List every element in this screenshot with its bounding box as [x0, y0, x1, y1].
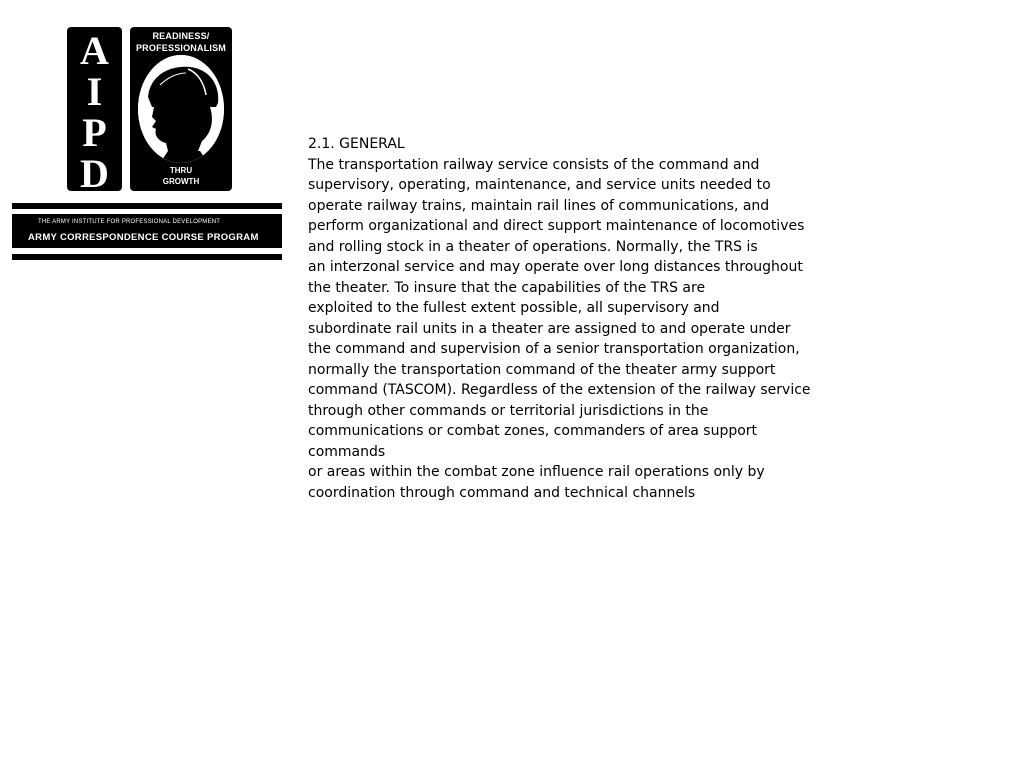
motto-readiness: READINESS/: [152, 31, 210, 41]
paragraph-line: subordinate rail units in a theater are assigned to and operate under: [308, 320, 791, 337]
document-body: [308, 134, 818, 503]
motto-professionalism: PROFESSIONALISM: [135, 43, 226, 53]
paragraph-line: and rolling stock in a theater of operations. Normally, the TRS is: [308, 238, 758, 255]
logo-letter-d: D: [80, 151, 109, 196]
paragraph-line: the command and supervision of a senior transportation organization,: [308, 341, 800, 357]
paragraph-line: an interzonal service and may operate over long distances throughout: [308, 259, 803, 275]
soldier-silhouette-graphic: [138, 55, 224, 163]
logo-letter-p: P: [82, 110, 107, 155]
paragraph-line: commands: [308, 443, 386, 460]
paragraph-line: exploited to the fullest extent possible, all supervisory and: [308, 300, 720, 316]
paragraph-line: normally the transportation command of the theater army support: [308, 361, 776, 378]
paragraph-line: or areas within the combat zone influence rail operations only by: [308, 464, 765, 480]
logo-divider-bottom: [12, 254, 282, 260]
soldier-silhouette-icon: [138, 55, 224, 163]
paragraph-line: coordination through command and technical channels: [308, 484, 696, 501]
motto-bottom-text: [130, 165, 232, 187]
logo-letter-a: A: [80, 28, 109, 73]
paragraph-line: the theater. To insure that the capabilities of the TRS are: [308, 279, 706, 296]
paragraph-line: The transportation railway service consists of the command and: [308, 156, 760, 173]
paragraph-line: operate railway trains, maintain rail lines of communications, and: [308, 197, 770, 214]
logo-motto-panel: [130, 27, 232, 191]
aipd-logo: [12, 27, 282, 261]
section-heading: 2.1. GENERAL: [308, 136, 405, 152]
paragraph-line: supervisory, operating, maintenance, and service units needed to: [308, 177, 771, 193]
paragraph-line: command (TASCOM). Regardless of the extension of the railway service: [308, 382, 811, 398]
logo-divider-top: [12, 203, 282, 209]
paragraph-line: perform organizational and direct support maintenance of locomotives: [308, 218, 805, 234]
logo-letters-panel: [67, 27, 122, 196]
banner-program-name: ARMY CORRESPONDENCE COURSE PROGRAM: [28, 232, 259, 243]
paragraph-line: through other commands or territorial jurisdictions in the: [308, 402, 709, 419]
motto-top-text: [130, 30, 232, 54]
paragraph-line: communications or combat zones, commanders of area support: [308, 423, 758, 439]
banner-institute-name: THE ARMY INSTITUTE FOR PROFESSIONAL DEVELOPMENT: [38, 219, 221, 225]
logo-banner: [12, 214, 282, 248]
motto-growth: GROWTH: [162, 177, 200, 186]
logo-letter-i: I: [86, 69, 103, 114]
motto-thru: THRU: [169, 166, 193, 175]
